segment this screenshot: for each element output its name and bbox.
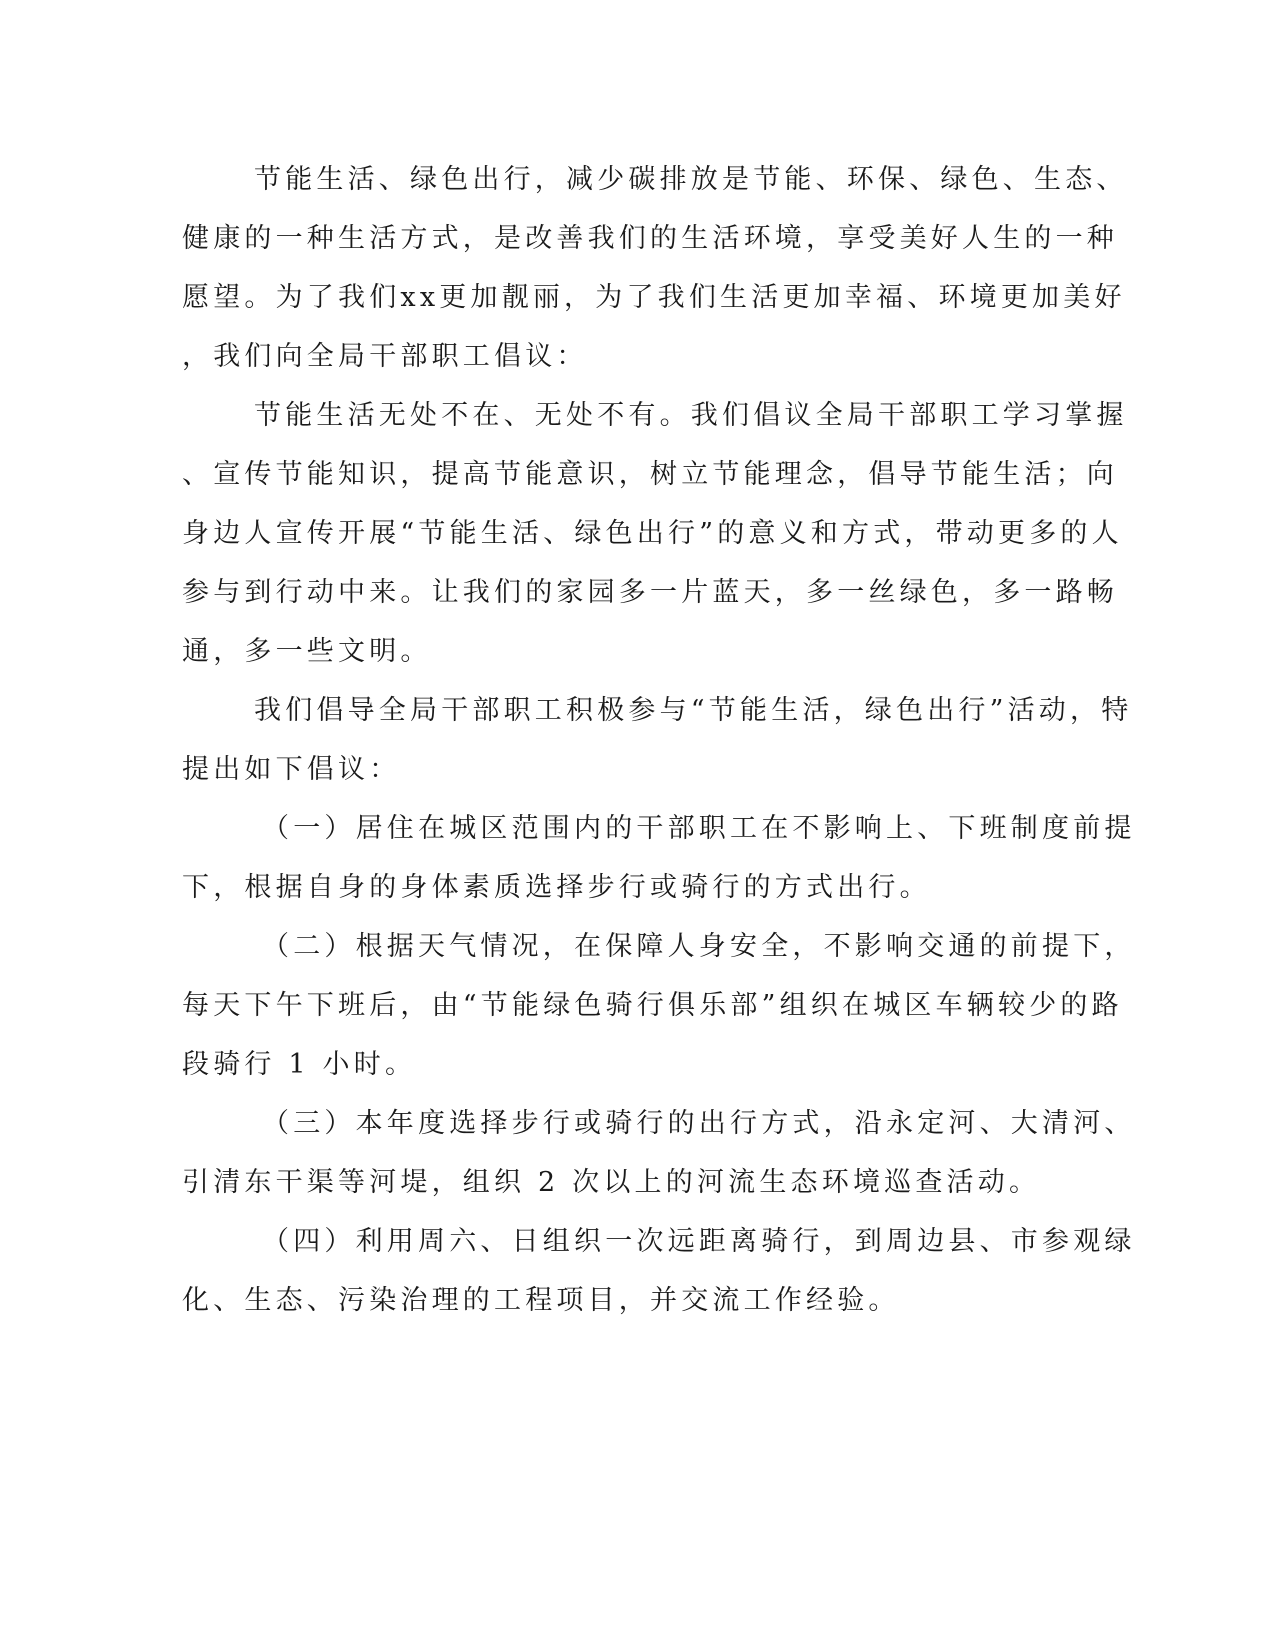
paragraph-2-line-2: 、宣传节能知识，提高节能意识，树立节能理念，倡导节能生活；向 (182, 459, 1118, 490)
paragraph-5-line-1: （二）根据天气情况，在保障人身安全，不影响交通的前提下， (262, 931, 1136, 962)
paragraph-7-line-1: （四）利用周六、日组织一次远距离骑行，到周边县、市参观绿 (262, 1226, 1136, 1257)
paragraph-1-line-2: 健康的一种生活方式，是改善我们的生活环境，享受美好人生的一种 (182, 223, 1118, 254)
paragraph-2-line-5: 通，多一些文明。 (182, 636, 432, 667)
paragraph-5-line-3: 段骑行 1 小时。 (182, 1049, 417, 1080)
paragraph-1-line-3: 愿望。为了我们xx更加靓丽，为了我们生活更加幸福、环境更加美好 (182, 282, 1126, 313)
paragraph-3-line-2: 提出如下倡议： (182, 754, 401, 785)
paragraph-4-line-2: 下，根据自身的身体素质选择步行或骑行的方式出行。 (182, 872, 931, 903)
paragraph-5-line-2: 每天下午下班后，由“节能绿色骑行俱乐部”组织在城区车辆较少的路 (182, 990, 1123, 1021)
paragraph-6-line-2: 引清东干渠等河堤，组织 2 次以上的河流生态环境巡查活动。 (182, 1167, 1041, 1198)
paragraph-7-line-2: 化、生态、污染治理的工程项目，并交流工作经验。 (182, 1285, 900, 1316)
paragraph-3-line-1: 我们倡导全局干部职工积极参与“节能生活，绿色出行”活动，特 (254, 695, 1133, 726)
paragraph-4-line-1: （一）居住在城区范围内的干部职工在不影响上、下班制度前提 (262, 813, 1136, 844)
paragraph-2-line-3: 身边人宣传开展“节能生活、绿色出行”的意义和方式，带动更多的人 (182, 518, 1123, 549)
paragraph-1-line-4: ，我们向全局干部职工倡议： (182, 341, 588, 372)
paragraph-6-line-1: （三）本年度选择步行或骑行的出行方式，沿永定河、大清河、 (262, 1108, 1136, 1139)
paragraph-1-line-1: 节能生活、绿色出行，减少碳排放是节能、环保、绿色、生态、 (254, 164, 1128, 195)
paragraph-2-line-1: 节能生活无处不在、无处不有。我们倡议全局干部职工学习掌握 (254, 400, 1128, 431)
paragraph-2-line-4: 参与到行动中来。让我们的家园多一片蓝天，多一丝绿色，多一路畅 (182, 577, 1118, 608)
